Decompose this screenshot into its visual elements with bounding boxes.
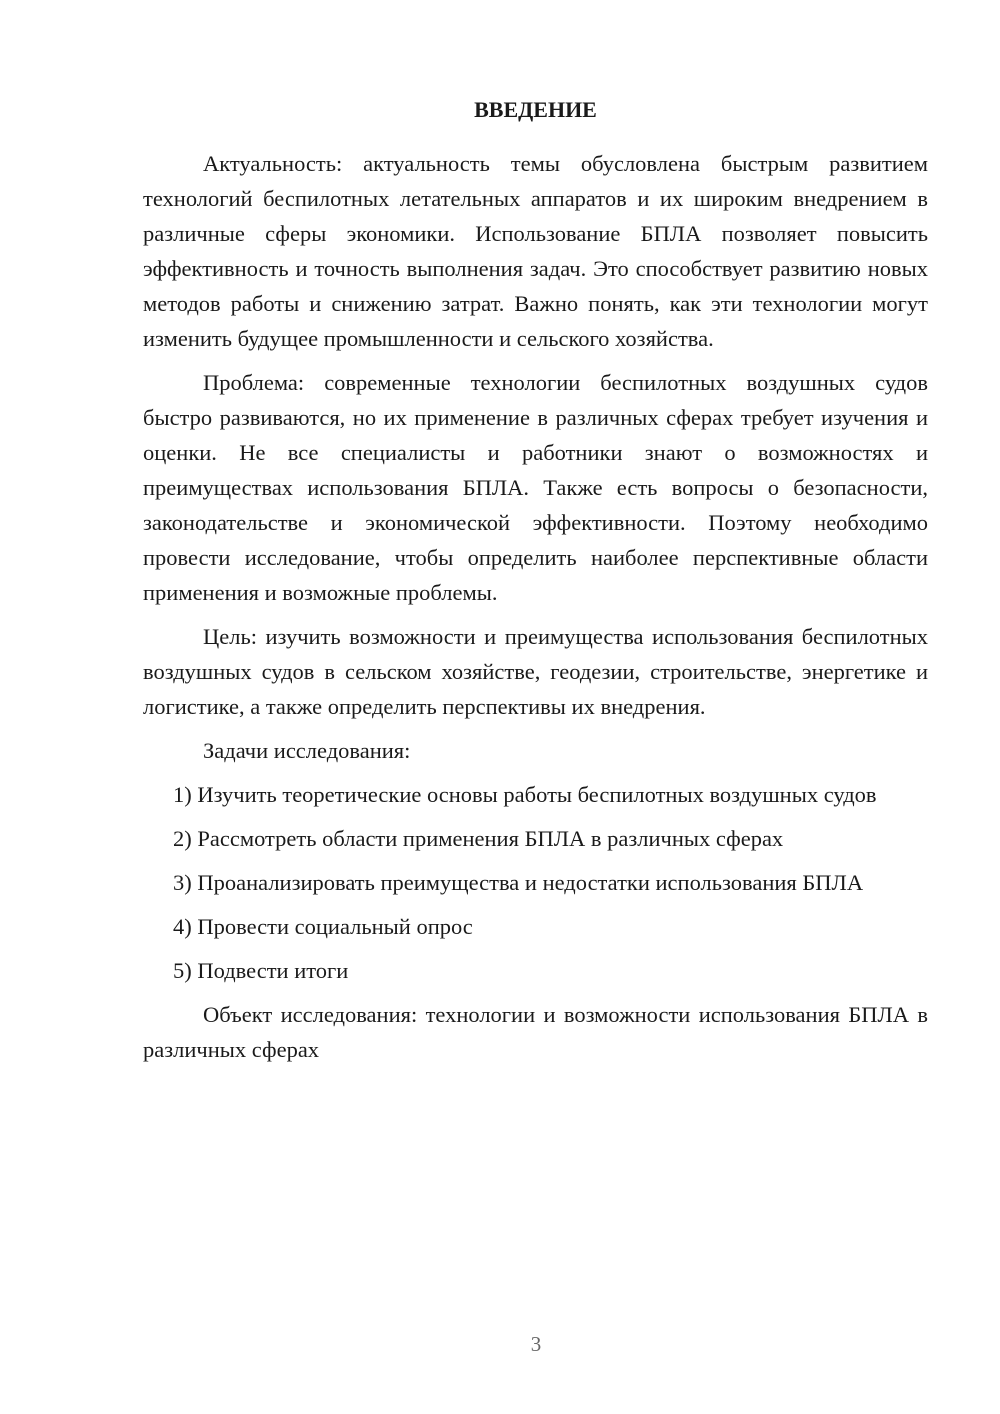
task-item-3: 3) Проанализировать преимущества и недостатки использования БПЛА — [173, 870, 864, 895]
task-item-1: 1) Изучить теоретические основы работы беспилотных воздушных судов — [173, 782, 877, 807]
paragraph-object: Объект исследования: технологии и возможности использования БПЛА в различных сферах — [143, 1002, 928, 1062]
paragraph-problem: Проблема: современные технологии беспилотных воздушных судов быстро развиваются, но их применение в различных сферах требует изучения и оценки. Не все специалисты и работники знают о возможностях и преимуществах использования БПЛА. Также есть вопросы о безопасности, законодательстве и экономической эффективности. Поэтому необходимо провести исследование, чтобы определить наиболее перспективные области применения и возможные проблемы. — [143, 370, 928, 605]
task-item-5: 5) Подвести итоги — [173, 958, 349, 983]
task-item-4: 4) Провести социальный опрос — [173, 914, 473, 939]
paragraph-relevance: Актуальность: актуальность темы обусловлена быстрым развитием технологий беспилотных летательных аппаратов и их широким внедрением в различные сферы экономики. Использование БПЛА позволяет повысить эффективность и точность выполнения задач. Это способствует развитию новых методов работы и снижению затрат. Важно понять, как эти технологии могут изменить будущее промышленности и сельского хозяйства. — [143, 151, 928, 351]
page-title: ВВЕДЕНИЕ — [474, 97, 597, 122]
document-page — [143, 92, 928, 1076]
task-item-2: 2) Рассмотреть области применения БПЛА в различных сферах — [173, 826, 784, 851]
paragraph-goal: Цель: изучить возможности и преимущества использования беспилотных воздушных судов в сельском хозяйстве, геодезии, строительстве, энергетике и логистике, а также определить перспективы их внедрения. — [143, 624, 928, 719]
tasks-heading: Задачи исследования: — [203, 738, 411, 763]
page-number: 3 — [530, 1332, 542, 1356]
